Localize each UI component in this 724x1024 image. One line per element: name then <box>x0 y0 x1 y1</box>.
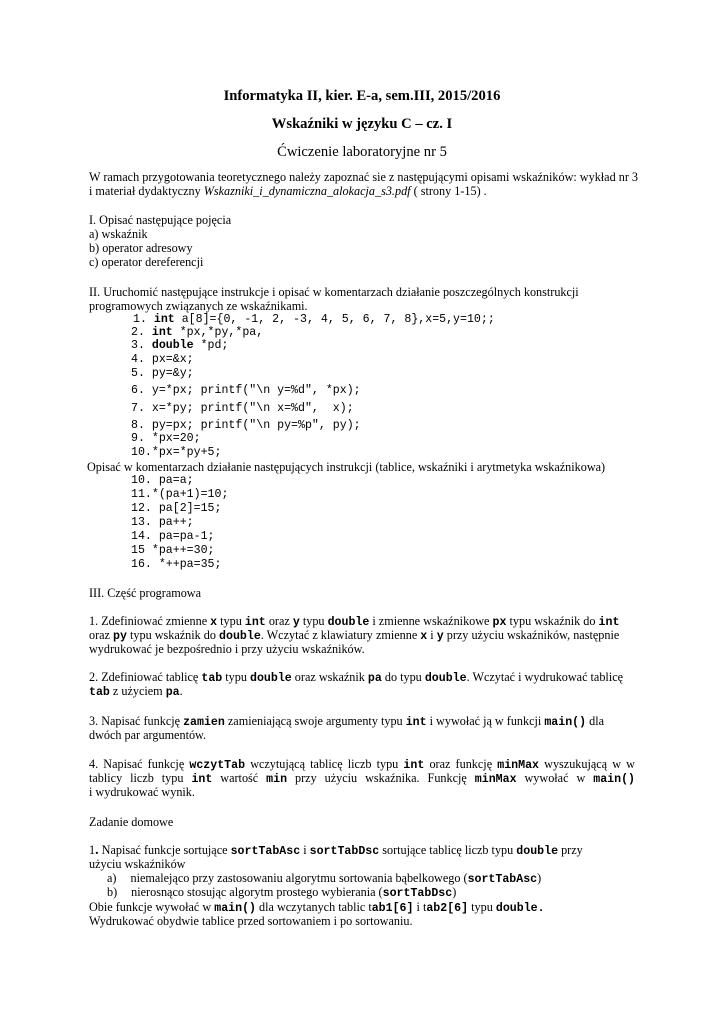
code-line: 8. py=px; printf("\n py=%p", py); <box>131 419 361 432</box>
list-item: b) operator adresowy <box>89 241 193 255</box>
homework-line-6: Wydrukować obydwie tablice przed sortowaniem i po sortowaniu. <box>89 914 413 928</box>
code-line: 3. double *pd; <box>131 339 229 352</box>
task-4-line-2: tablicy liczb typu int wartość min przy użyciu wskaźnika. Funkcję minMax wywołać w main() <box>89 771 635 786</box>
section-1-title: I. Opisać następujące pojęcia <box>89 213 232 227</box>
section-2-line-1: II. Uruchomić następujące instrukcje i opisać w komentarzach działanie poszczególnych konstrukcji <box>89 285 579 299</box>
task-1-line-2: oraz py typu wskaźnik do double. Wczytać z klawiatury zmienne x i y przy użyciu wskaźników, następnie <box>89 628 620 643</box>
code-line: 9. *px=20; <box>131 432 201 445</box>
section-2-describe: Opisać w komentarzach działanie następujących instrukcji (tablice, wskaźniki i arytmetyka wskaźnikowa) <box>87 460 606 474</box>
topic-title: Wskaźniki w języku C – cz. I <box>271 116 453 132</box>
homework-item-b: b) nierosnąco stosując algorytm prostego wybierania (sortTabDsc) <box>107 885 457 900</box>
intro-line-2: i materiał dydaktyczny Wskazniki_i_dynamiczna_alokacja_s3.pdf ( strony 1-15) . <box>89 184 487 198</box>
homework-title: Zadanie domowe <box>89 815 174 829</box>
code-line: 2. int *px,*py,*pa, <box>131 326 264 339</box>
homework-item-a: a) niemalejąco przy zastosowaniu algorytmu sortowania bąbelkowego (sortTabAsc) <box>107 871 542 886</box>
code-line: 6. y=*px; printf("\n y=%d", *px); <box>131 384 361 397</box>
code-line: 1. int a[8]={0, -1, 2, -3, 4, 5, 6, 7, 8},x=5,y=10;; <box>133 313 495 326</box>
code-line: 14. pa=pa-1; <box>131 530 215 543</box>
homework-line-2: użyciu wskaźników <box>89 857 186 871</box>
task-1-line-3: wydrukować je bezpośrednio i przy użyciu wskaźników. <box>89 642 365 656</box>
section-2-line-2: programowych związanych ze wskaźnikami. <box>89 299 308 313</box>
task-3-line-2: dwóch par argumentów. <box>89 728 207 742</box>
course-title: Informatyka II, kier. E-a, sem.III, 2015/2016 <box>223 88 501 104</box>
section-3-title: III. Część programowa <box>89 586 202 600</box>
code-line: 11.*(pa+1)=10; <box>131 488 229 501</box>
code-line: 12. pa[2]=15; <box>131 502 222 515</box>
task-2-line-1: 2. Zdefiniować tablicę tab typu double oraz wskaźnik pa do typu double. Wczytać i wydrukować tablicę <box>89 670 624 685</box>
code-line: 7. x=*py; printf("\n x=%d", x); <box>131 402 354 415</box>
list-item: c) operator dereferencji <box>89 255 204 269</box>
code-line: 4. px=&x; <box>131 353 194 366</box>
code-line: 10.*px=*py+5; <box>131 446 222 459</box>
list-item: a) wskaźnik <box>89 227 148 241</box>
task-1-line-1: 1. Zdefiniować zmienne x typu int oraz y typu double i zmienne wskaźnikowe px typu wskaźnik do int <box>89 614 620 629</box>
task-3-line-1: 3. Napisać funkcję zamien zamieniającą swoje argumenty typu int i wywołać ją w funkcji main() dla <box>89 714 605 729</box>
code-line: 16. *++pa=35; <box>131 558 222 571</box>
material-filename: Wskazniki_i_dynamiczna_alokacja_s3.pdf <box>203 184 411 198</box>
homework-line-1: 1. Napisać funkcje sortujące sortTabAsc i sortTabDsc sortujące tablicę liczb typu double przy <box>89 843 583 858</box>
code-line: 15 *pa++=30; <box>131 544 215 557</box>
intro-line-1: W ramach przygotowania teoretycznego należy zapoznać sie z następującymi opisami wskaźników: wykład nr 3 <box>89 170 639 184</box>
code-line: 10. pa=a; <box>131 474 194 487</box>
code-line: 5. py=&y; <box>131 367 194 380</box>
code-line: 13. pa++; <box>131 516 194 529</box>
task-2-line-2: tab z użyciem pa. <box>89 684 183 699</box>
task-4-line-1: 4. Napisać funkcję wczytTab wczytującą tablicę liczb typu int oraz funkcję minMax wyszukującą w w <box>89 757 635 772</box>
exercise-title: Ćwiczenie laboratoryjne nr 5 <box>277 144 447 160</box>
task-4-line-3: i wydrukować wynik. <box>89 785 195 799</box>
homework-line-5: Obie funkcje wywołać w main() dla wczytanych tablic tab1[6] i tab2[6] typu double. <box>89 900 545 915</box>
